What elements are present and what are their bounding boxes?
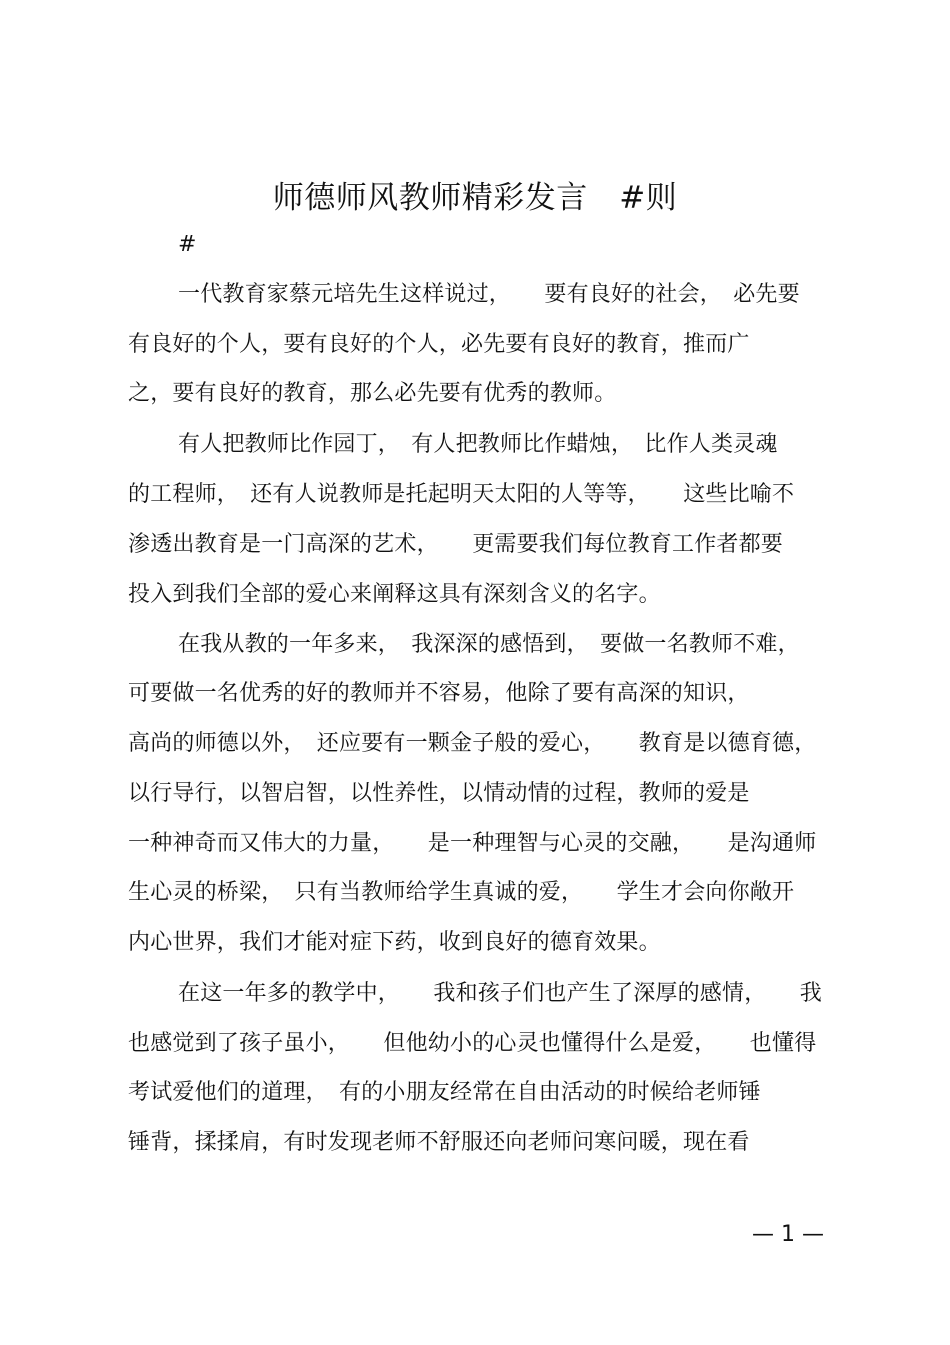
text-line: 在我从教的一年多来， 我深深的感悟到， 要做一名教师不难， [178, 632, 800, 657]
text-line: 有良好的个人，要有良好的个人，必先要有良好的教育，推而广 [128, 332, 750, 357]
text-line: 内心世界，我们才能对症下药，收到良好的德育效果。 [128, 930, 661, 955]
text-line: 一种神奇而又伟大的力量， 是一种理智与心灵的交融， 是沟通师 [128, 831, 817, 856]
page-number: — 1 — [752, 1222, 824, 1247]
text-line: 也感觉到了孩子虽小， 但他幼小的心灵也懂得什么是爱， 也懂得 [128, 1031, 817, 1056]
text-line: 可要做一名优秀的好的教师并不容易，他除了要有高深的知识， [128, 681, 750, 706]
text-line: 投入到我们全部的爱心来阐释这具有深刻含义的名字。 [128, 582, 661, 607]
text-line: 生心灵的桥梁， 只有当教师给学生真诚的爱， 学生才会向你敞开 [128, 880, 795, 905]
text-line: 渗透出教育是一门高深的艺术， 更需要我们每位教育工作者都要 [128, 532, 784, 557]
text-line: 以行导行，以智启智，以性养性，以情动情的过程，教师的爱是 [128, 781, 750, 806]
text-line: 高尚的师德以外， 还应要有一颗金子般的爱心， 教育是以德育德， [128, 731, 817, 756]
text-line: 锤背，揉揉肩，有时发现老师不舒服还向老师问寒问暖，现在看 [128, 1130, 750, 1155]
text-line: 考试爱他们的道理， 有的小朋友经常在自由活动的时候给老师锤 [128, 1080, 761, 1105]
text-line: 在这一年多的教学中， 我和孩子们也产生了深厚的感情， 我 [178, 981, 823, 1006]
document-title: 师德师风教师精彩发言 #则 [272, 180, 678, 216]
text-line: 一代教育家蔡元培先生这样说过， 要有良好的社会， 必先要 [178, 282, 800, 307]
text-line: 有人把教师比作园丁， 有人把教师比作蜡烛， 比作人类灵魂 [178, 432, 778, 457]
text-line: 的工程师， 还有人说教师是托起明天太阳的人等等， 这些比喻不 [128, 482, 795, 507]
text-line: 之，要有良好的教育，那么必先要有优秀的教师。 [128, 381, 617, 406]
text-line: # [178, 232, 197, 257]
